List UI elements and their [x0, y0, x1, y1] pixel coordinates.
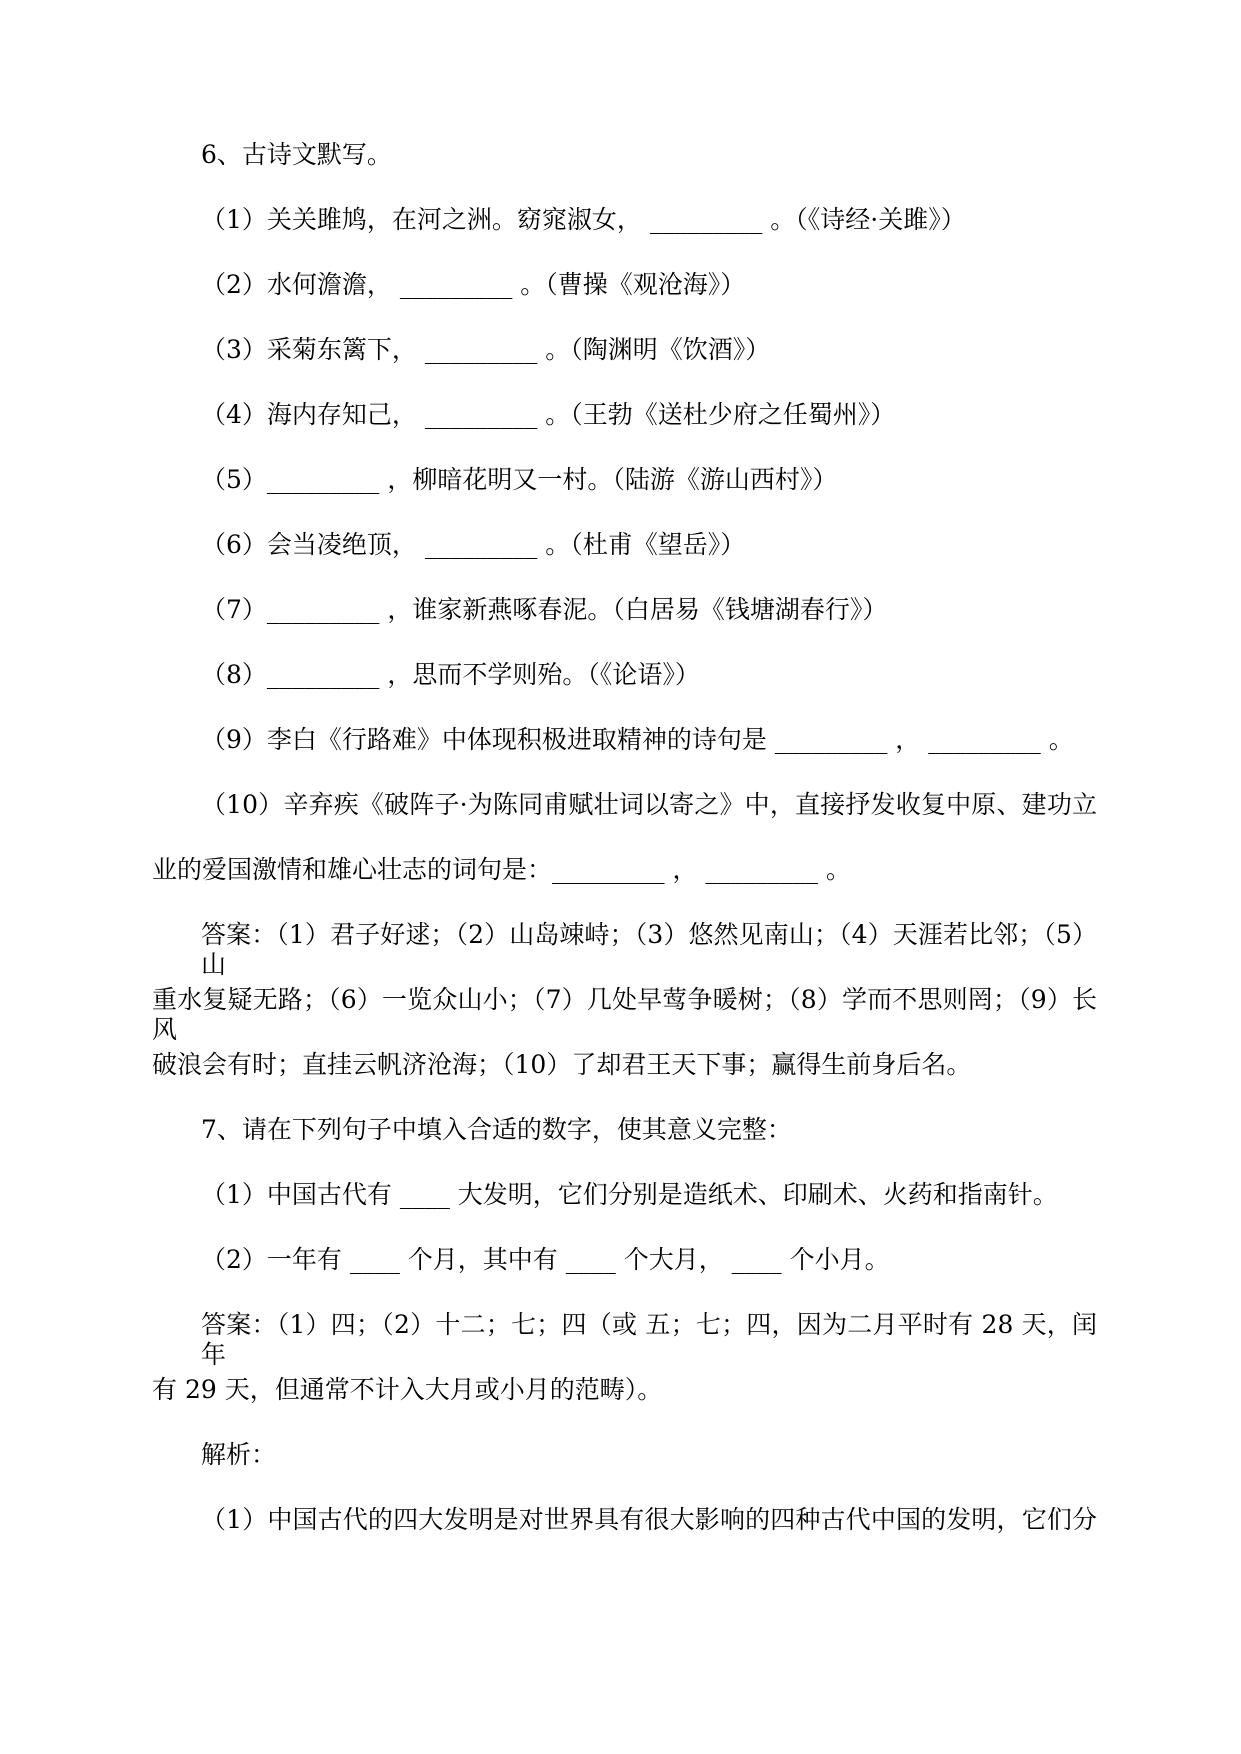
question-6-item-10-line-2: 业的爱国激情和雄心壮志的词句是：_________ ， _________ 。: [152, 855, 851, 884]
question-7-heading: 7、请在下列句子中填入合适的数字，使其意义完整：: [201, 1115, 792, 1144]
question-6-item-2: （2）水何澹澹， _________ 。（曹操《观沧海》）: [201, 270, 746, 299]
answer-7-line-1: 答案：（1）四；（2）十二；七；四（或 五；七；四，因为二月平时有 28 天，闰年: [201, 1310, 1097, 1369]
question-6-item-5: （5）_________ ，柳暗花明又一村。（陆游《游山西村》）: [201, 465, 838, 494]
answer-7-line-2: 有 29 天，但通常不计入大月或小月的范畴）。: [152, 1375, 663, 1404]
question-7-item-1: （1）中国古代有 ____ 大发明，它们分别是造纸术、印刷术、火药和指南针。: [201, 1180, 1058, 1209]
question-6-item-10-line-1: （10）辛弃疾《破阵子·为陈同甫赋壮词以寄之》中，直接抒发收复中原、建功立: [201, 790, 1097, 819]
document-page: [152, 140, 1097, 1570]
analysis-line-1: （1）中国古代的四大发明是对世界具有很大影响的四种古代中国的发明，它们分: [201, 1505, 1097, 1534]
question-6-heading: 6、古诗文默写。: [201, 140, 392, 169]
question-6-item-7: （7）_________ ，谁家新燕啄春泥。（白居易《钱塘湖春行》）: [201, 595, 888, 624]
answer-6-line-3: 破浪会有时；直挂云帆济沧海；（10）了却君王天下事；赢得生前身后名。: [152, 1050, 972, 1079]
question-7-item-2: （2）一年有 ____ 个月，其中有 ____ 个大月， ____ 个小月。: [201, 1245, 890, 1274]
question-6-item-4: （4）海内存知己， _________ 。（王勃《送杜少府之任蜀州》）: [201, 400, 896, 429]
question-6-item-3: （3）采菊东篱下， _________ 。（陶渊明《饮酒》）: [201, 335, 771, 364]
answer-6-line-1: 答案：（1）君子好逑；（2）山岛竦峙；（3）悠然见南山；（4）天涯若比邻；（5）山: [201, 920, 1097, 979]
question-6-item-9: （9）李白《行路难》中体现积极进取精神的诗句是 _________ ， _________ 。: [201, 725, 1074, 754]
answer-6-line-2: 重水复疑无路；（6）一览众山小；（7）几处早莺争暖树；（8）学而不思则罔；（9）长风: [152, 985, 1097, 1044]
question-6-item-6: （6）会当凌绝顶， _________ 。（杜甫《望岳》）: [201, 530, 746, 559]
question-6-item-1: （1）关关雎鸠，在河之洲。窈窕淑女， _________ 。（《诗经·关雎》）: [201, 205, 966, 234]
question-6-item-8: （8）_________ ，思而不学则殆。（《论语》）: [201, 660, 700, 689]
analysis-heading: 解析：: [201, 1440, 277, 1469]
